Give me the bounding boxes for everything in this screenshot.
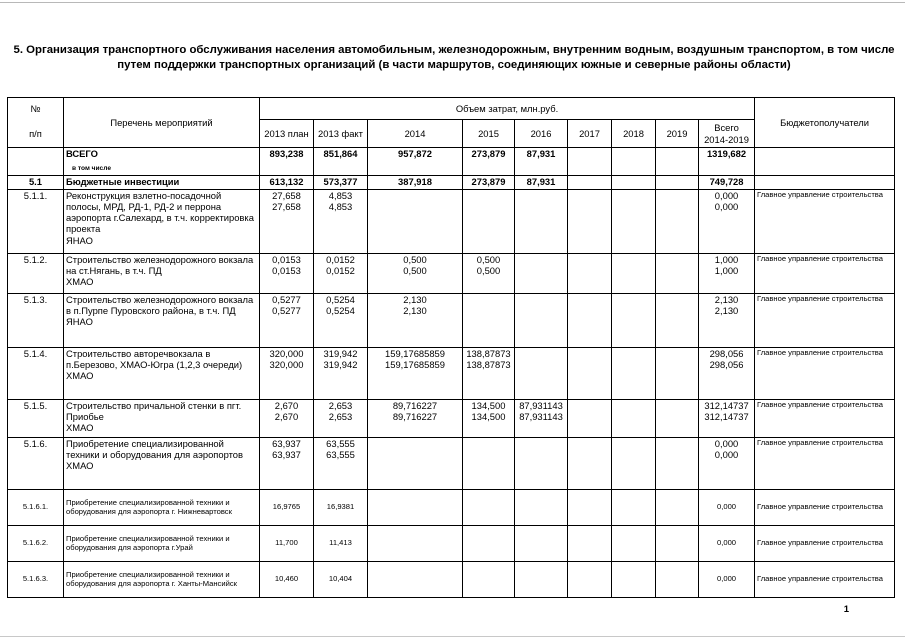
section-total: 749,728 [699, 175, 755, 189]
value-main: 138,87873 [466, 347, 511, 359]
row-recipient: Главное управление строительства [755, 399, 895, 437]
subrow-2013-fact: 11,413 [314, 525, 368, 561]
value-main: 0,5277 [272, 293, 301, 305]
bottom-rule [0, 636, 905, 637]
value-main: 2,653 [328, 399, 353, 411]
value-region: 0,5277 [272, 304, 301, 316]
total-sublabel: в том числе [72, 165, 111, 173]
row-2014 [368, 437, 463, 489]
value-main: Строительство причальной стенки в пгт. Приобье [66, 399, 242, 422]
value-region: 1,000 [714, 264, 739, 276]
row-num: 5.1.4. [8, 347, 64, 399]
value-main: 89,716227 [392, 399, 438, 411]
section-label: Бюджетные инвестиции [64, 175, 260, 189]
row-2014 [368, 253, 463, 293]
section-fact: 573,377 [314, 175, 368, 189]
value-main: Реконструкция взлетно-посадочной полосы, МРД, РД-1, РД-2 и перрона аэропорта г.Салехард, в т.ч. корректировка проекта [66, 189, 254, 235]
subrow-title: Приобретение специализированной техники и оборудования для аэропорта г.Урай [64, 525, 260, 561]
cost-table [7, 97, 895, 598]
value-main: 0,500 [403, 253, 427, 265]
value-region: ЯНАО [66, 316, 93, 328]
header-2017: 2017 [568, 120, 612, 148]
value-main: 4,853 [328, 189, 353, 201]
value-region: ХМАО [66, 370, 94, 382]
value-region: 4,853 [328, 200, 353, 212]
value-main: 0,500 [476, 253, 501, 265]
subrow-title: Приобретение специализированной техники и оборудования для аэропорта г. Нижневартовск [64, 489, 260, 525]
row-2015 [463, 347, 515, 399]
value-main: 0,0153 [272, 253, 301, 265]
header-row-1 [8, 98, 895, 120]
header-2013-plan: 2013 план [260, 120, 314, 148]
row-2015 [463, 399, 515, 437]
value-main: 0,5254 [326, 293, 355, 305]
value-region: 0,000 [714, 200, 739, 212]
value-region: 298,056 [709, 358, 744, 370]
total-2015: 273,879 [463, 148, 515, 176]
value-region: 2,670 [274, 410, 299, 422]
value-region: 0,0152 [326, 264, 355, 276]
value-main: 320,000 [269, 347, 304, 359]
row-2014 [368, 293, 463, 347]
row-recipient: Главное управление строительства [755, 347, 895, 399]
section-2014: 387,918 [368, 175, 463, 189]
row-2013-plan [260, 399, 314, 437]
subrow-2013-plan: 10,460 [260, 561, 314, 597]
value-region: 0,000 [714, 448, 739, 460]
row-2016 [515, 399, 568, 437]
row-num: 5.1.1. [8, 189, 64, 253]
subrow-num: 5.1.6.1. [8, 489, 64, 525]
value-region: 2,130 [403, 304, 427, 316]
value-region: 87,931143 [519, 410, 563, 422]
value-main: 0,000 [714, 437, 739, 449]
table-row [8, 253, 895, 293]
value-region: 0,500 [403, 264, 427, 276]
value-main: 319,942 [323, 347, 358, 359]
header-2016: 2016 [515, 120, 568, 148]
row-2013-fact [314, 189, 368, 253]
top-rule [0, 2, 905, 3]
table-row [8, 347, 895, 399]
value-main: 63,555 [326, 437, 355, 449]
row-2013-fact [314, 437, 368, 489]
value-region: 63,937 [272, 448, 301, 460]
row-2014 [368, 347, 463, 399]
value-region: 0,500 [476, 264, 501, 276]
row-2016 [515, 293, 568, 347]
row-2013-fact [314, 293, 368, 347]
section-plan: 613,132 [260, 175, 314, 189]
row-2016 [515, 437, 568, 489]
subrow-2013-plan: 16,9765 [260, 489, 314, 525]
header-cost: Объем затрат, млн.руб. [260, 98, 755, 120]
row-2013-plan [260, 437, 314, 489]
value-region: 312,14737 [704, 410, 749, 422]
section-heading: 5. Организация транспортного обслуживания населения автомобильным, железнодорожным, внутренним водным, воздушным транспортом, в том числе путем поддержки транспортных организаций (в части маршрутов, соединяющих южные и северные районы области) [13, 44, 895, 71]
value-region: 2,653 [328, 410, 353, 422]
table-row [8, 189, 895, 253]
subrow-total: 0,000 [699, 525, 755, 561]
value-region: ХМАО [66, 422, 94, 434]
row-2014 [368, 189, 463, 253]
subrow-title: Приобретение специализированной техники и оборудования для аэропорта г. Ханты-Мансийск [64, 561, 260, 597]
value-main: 2,130 [403, 293, 427, 305]
row-2014 [368, 399, 463, 437]
value-main: 2,670 [274, 399, 299, 411]
row-total [699, 189, 755, 253]
row-2013-plan [260, 189, 314, 253]
value-main: 27,658 [272, 189, 301, 201]
value-main: 1,000 [714, 253, 739, 265]
row-2016 [515, 253, 568, 293]
total-2016: 87,931 [515, 148, 568, 176]
value-region: 134,500 [471, 410, 506, 422]
header-pp: п/п [8, 120, 64, 148]
row-total [699, 293, 755, 347]
row-num: 5.1.5. [8, 399, 64, 437]
row-title [64, 189, 260, 253]
value-region: 89,716227 [392, 410, 438, 422]
row-2015 [463, 293, 515, 347]
total-row [8, 148, 895, 176]
row-2013-fact [314, 347, 368, 399]
header-2014: 2014 [368, 120, 463, 148]
row-2013-plan [260, 293, 314, 347]
value-main: 159,17685859 [385, 347, 445, 359]
row-title [64, 253, 260, 293]
row-2016 [515, 347, 568, 399]
row-2013-fact [314, 253, 368, 293]
subrow-recipient: Главное управление строительства [755, 525, 895, 561]
header-num: № [8, 98, 64, 120]
section-2015: 273,879 [463, 175, 515, 189]
subrow-recipient: Главное управление строительства [755, 561, 895, 597]
row-num: 5.1.6. [8, 437, 64, 489]
value-main: 87,931143 [519, 399, 563, 411]
table-row [8, 437, 895, 489]
header-2013-fact: 2013 факт [314, 120, 368, 148]
total-fact: 851,864 [314, 148, 368, 176]
header-2018: 2018 [612, 120, 656, 148]
value-region: ХМАО [66, 460, 94, 472]
subrow-recipient: Главное управление строительства [755, 489, 895, 525]
section-num: 5.1 [8, 175, 64, 189]
header-measures: Перечень мероприятий [64, 98, 260, 148]
value-region: 138,87873 [466, 358, 511, 370]
header-recipients: Бюджетополучатели [755, 98, 895, 148]
value-main: Строительство железнодорожного вокзала на ст.Нягань, в т.ч. ПД [66, 253, 254, 276]
subrow-2013-fact: 16,9381 [314, 489, 368, 525]
value-main: Строительство железнодорожного вокзала в п.Пурпе Пуровского района, в т.ч. ПД [66, 293, 254, 316]
value-main: 298,056 [709, 347, 744, 359]
row-recipient: Главное управление строительства [755, 189, 895, 253]
row-2013-plan [260, 347, 314, 399]
value-main: 0,0152 [326, 253, 355, 265]
table-row [8, 293, 895, 347]
total-sum: 1319,682 [699, 148, 755, 176]
section-row [8, 175, 895, 189]
subrow-2013-plan: 11,700 [260, 525, 314, 561]
value-region: ЯНАО [66, 234, 93, 246]
table-row [8, 399, 895, 437]
value-main: 312,14737 [704, 399, 749, 411]
row-2016 [515, 189, 568, 253]
value-region: 2,130 [714, 304, 739, 316]
row-2013-plan [260, 253, 314, 293]
page-number: 1 [843, 604, 849, 615]
value-region: 63,555 [326, 448, 355, 460]
value-region: 0,5254 [326, 304, 355, 316]
row-recipient: Главное управление строительства [755, 253, 895, 293]
value-region: 159,17685859 [385, 358, 445, 370]
row-title [64, 399, 260, 437]
subrow-total: 0,000 [699, 489, 755, 525]
table-body [8, 98, 895, 598]
row-title [64, 293, 260, 347]
value-region: 27,658 [272, 200, 301, 212]
value-region: ХМАО [66, 276, 94, 288]
value-main: 0,000 [714, 189, 739, 201]
value-main: 134,500 [471, 399, 506, 411]
row-num: 5.1.2. [8, 253, 64, 293]
row-2015 [463, 437, 515, 489]
table-subrow [8, 489, 895, 525]
row-title [64, 437, 260, 489]
row-total [699, 347, 755, 399]
header-2015: 2015 [463, 120, 515, 148]
row-total [699, 253, 755, 293]
row-recipient: Главное управление строительства [755, 437, 895, 489]
row-total [699, 437, 755, 489]
row-2015 [463, 253, 515, 293]
total-plan: 893,238 [260, 148, 314, 176]
value-region: 319,942 [323, 358, 358, 370]
total-2014: 957,872 [368, 148, 463, 176]
value-region: 320,000 [269, 358, 304, 370]
total-label: ВСЕГО в том числе [64, 148, 260, 176]
subrow-num: 5.1.6.3. [8, 561, 64, 597]
value-main: 2,130 [714, 293, 739, 305]
header-2019: 2019 [656, 120, 699, 148]
table-subrow [8, 525, 895, 561]
header-total: Всего 2014-2019 [699, 120, 755, 148]
row-2015 [463, 189, 515, 253]
row-total [699, 399, 755, 437]
row-num: 5.1.3. [8, 293, 64, 347]
value-main: Приобретение специализированной техники и оборудования для аэропортов [66, 437, 243, 460]
subrow-num: 5.1.6.2. [8, 525, 64, 561]
row-recipient: Главное управление строительства [755, 293, 895, 347]
value-main: 63,937 [272, 437, 301, 449]
row-2013-fact [314, 399, 368, 437]
section-2016: 87,931 [515, 175, 568, 189]
value-region: 0,0153 [272, 264, 301, 276]
value-main: Строительство авторечвокзала в п.Березово, ХМАО-Югра (1,2,3 очереди) [66, 347, 243, 370]
row-title [64, 347, 260, 399]
subrow-total: 0,000 [699, 561, 755, 597]
subrow-2013-fact: 10,404 [314, 561, 368, 597]
table-subrow [8, 561, 895, 597]
